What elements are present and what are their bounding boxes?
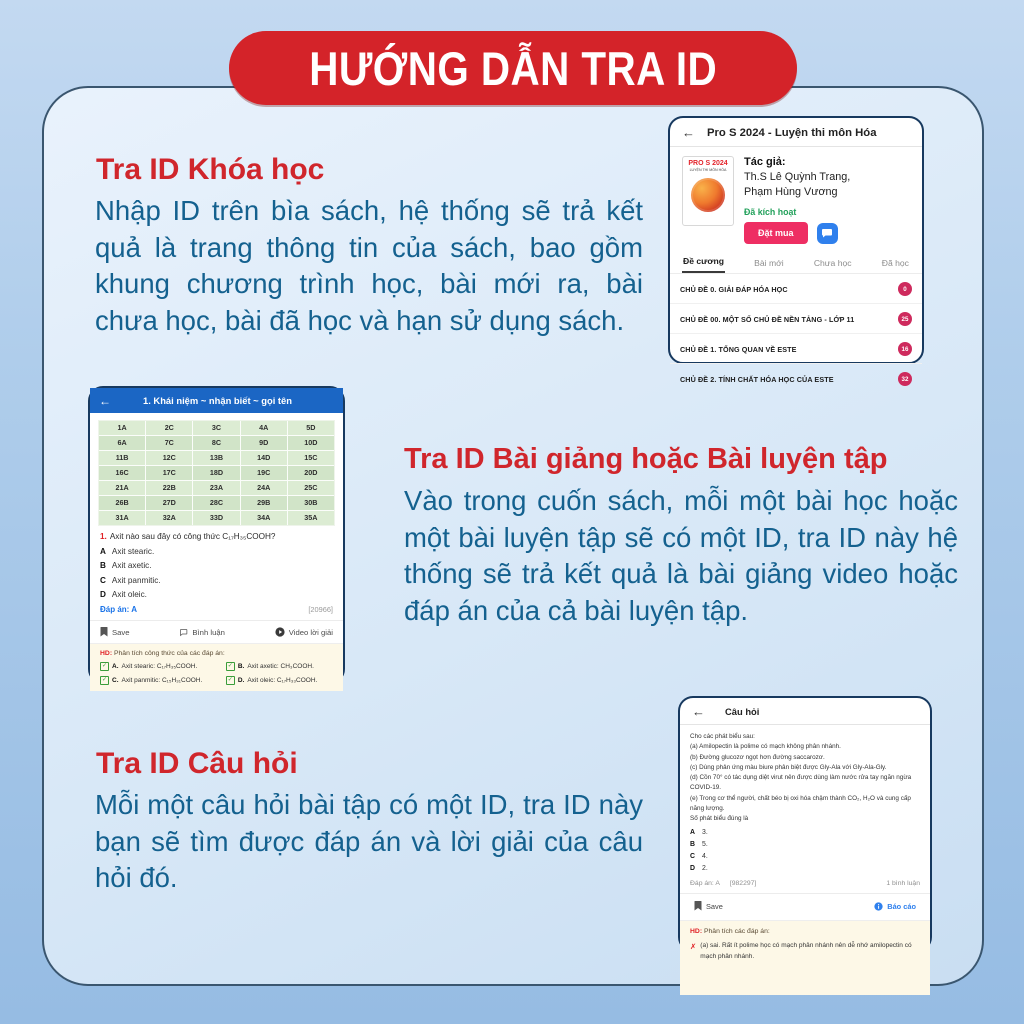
option-b: B Axit axetic. <box>100 561 152 570</box>
section-lesson-heading: Tra ID Bài giảng hoặc Bài luyện tập <box>404 443 888 475</box>
save-button[interactable]: Save <box>100 627 130 637</box>
hint-section <box>90 643 343 691</box>
answer-cell: 17C <box>146 466 192 480</box>
course-tabs <box>670 250 922 274</box>
chapter-row[interactable] <box>670 334 922 364</box>
chapter-label: CHỦ ĐỀ 00. MỘT SỐ CHỦ ĐỀ NỀN TẢNG - LỚP 11 <box>680 314 855 324</box>
answer-cell: 2C <box>146 421 192 435</box>
question-actions <box>680 893 930 918</box>
answer-cell: 19C <box>241 466 287 480</box>
answer-cell: 25C <box>288 481 334 495</box>
answer-key-title: 1. Khái niệm ~ nhận biết ~ gọi tên <box>143 395 292 406</box>
section-course-body: Nhập ID trên bìa sách, hệ thống sẽ trả kết quả là trang thông tin của sách, bao gồm khung chương trình học, bài mới ra, bài chưa học, bài đã học và hạn sử dụng sách. <box>95 195 643 336</box>
hint-item-c: ✓ C. Axit panmitic: C₁₅H₃₁COOH. <box>101 677 203 684</box>
check-icon: ✓ <box>227 663 233 669</box>
comment-button[interactable]: Bình luận <box>179 628 224 637</box>
statement: (d) Cồn 70° có tác dụng diệt virut nên được dùng làm nước rửa tay ngăn ngừa COVID-19. <box>690 774 912 792</box>
chapter-count-badge: 25 <box>898 312 912 326</box>
answer-cell: 20D <box>288 466 334 480</box>
video-solution-button[interactable]: Video lời giải <box>275 627 333 637</box>
back-icon[interactable]: ← <box>692 704 705 719</box>
chapter-label: CHỦ ĐỀ 0. GIẢI ĐÁP HÓA HỌC <box>680 284 788 294</box>
answer-cell: 26B <box>99 496 145 510</box>
answer-cell: 32A <box>146 511 192 525</box>
answer-cell: 33D <box>193 511 239 525</box>
answer-cell: 16C <box>99 466 145 480</box>
statement: (c) Dùng phản ứng màu biure phân biệt được Gly-Ala với Gly-Ala-Gly. <box>690 763 887 771</box>
tab-bai-moi[interactable]: Bài mới <box>754 258 784 269</box>
chapter-count-badge: 16 <box>898 342 912 356</box>
question-statements <box>680 725 930 824</box>
answer-cell: 29B <box>241 496 287 510</box>
answer-cell: 6A <box>99 436 145 450</box>
cross-icon: ✗ <box>690 942 697 952</box>
answer-cell: 14D <box>241 451 287 465</box>
banner-title: HƯỚNG DẪN TRA ID <box>309 41 717 95</box>
tab-chua-hoc[interactable]: Chưa học <box>813 258 852 269</box>
comment-count[interactable]: 1 bình luận <box>886 880 920 888</box>
answer-cell: 11B <box>99 451 145 465</box>
hint-item-b: ✓ B. Axit axetic: CH₃COOH. <box>227 663 314 670</box>
question-screen-header <box>680 698 930 725</box>
option-b: B 5. <box>690 841 708 849</box>
banner <box>229 31 797 105</box>
answer-cell: 34A <box>241 511 287 525</box>
section-question-heading: Tra ID Câu hỏi <box>96 747 298 780</box>
question-id: [20966] <box>308 605 333 614</box>
answer-key-screen <box>88 386 345 684</box>
section-course-heading: Tra ID Khóa học <box>96 153 325 186</box>
answer-key-header <box>90 388 343 413</box>
author-label: Tác giả: <box>744 156 786 168</box>
answer-cell: 9D <box>241 436 287 450</box>
section-lesson-body: Vào trong cuốn sách, mỗi một bài học hoặc một bài luyện tập sẽ có một ID, tra ID này hệ thống sẽ trả kết quả là bài giảng video hoặc đáp án của cả bài luyện tập. <box>404 485 958 626</box>
answer-cell: 28C <box>193 496 239 510</box>
buy-button[interactable]: Đặt mua <box>744 222 808 244</box>
statement-intro: Cho các phát biểu sau: <box>690 733 755 740</box>
section-question-body: Mỗi một câu hỏi bài tập có một ID, tra ID này bạn sẽ tìm được đáp án và lời giải của câu hỏi đó. <box>95 789 643 894</box>
check-icon: ✓ <box>101 663 108 669</box>
hint-item-a: ✗ (a) sai. Rất ít polime học có mạch phân nhánh nên dễ nhớ amilopectin có mạch phân nhánh. <box>690 941 920 962</box>
answer-cell: 12C <box>146 451 192 465</box>
chapter-count-badge: 0 <box>898 282 912 296</box>
option-d: D Axit oleic. <box>100 590 147 599</box>
molecule-art-icon <box>691 178 725 212</box>
answer-cell: 18D <box>193 466 239 480</box>
activation-status: Đã kích hoạt <box>744 207 797 218</box>
hint-text: Phân tích các đáp án: <box>703 928 770 936</box>
answer-cell: 24A <box>241 481 287 495</box>
back-icon[interactable]: ← <box>682 125 695 140</box>
course-screen-title: Pro S 2024 - Luyện thi môn Hóa <box>707 126 877 139</box>
back-icon[interactable]: ← <box>99 393 111 408</box>
answer-cell: 7C <box>146 436 192 450</box>
question-number: 1. <box>100 532 107 541</box>
option-a: A Axit stearic. <box>100 546 155 556</box>
chat-icon[interactable] <box>817 223 838 244</box>
answer-cell: 15C <box>288 451 334 465</box>
hint-label: HD: <box>690 928 703 936</box>
course-screen-header <box>670 118 922 147</box>
option-c: C Axit panmitic. <box>100 575 161 585</box>
question-meta <box>690 880 920 887</box>
chapter-row[interactable] <box>670 364 922 393</box>
answer-cell: 21A <box>99 481 145 495</box>
statement-closing: Số phát biểu đúng là <box>690 815 749 823</box>
question-block <box>90 530 343 614</box>
chapter-row[interactable] <box>670 274 922 304</box>
answer-label: Đáp án: A <box>690 880 720 888</box>
chapter-row[interactable] <box>670 304 922 334</box>
chapter-count-badge: 32 <box>898 372 912 386</box>
question-text: Axit nào sau đây có công thức C₁₇H₃₅COOH? <box>109 532 276 541</box>
question-id: [982297] <box>729 880 757 888</box>
hint-label: HD: <box>100 650 113 657</box>
answer-cell: 31A <box>99 511 145 525</box>
book-subtitle: LUYỆN THI MÔN HÓA <box>689 168 727 172</box>
statement: (a) Amilopectin là polime có mạch không phân nhánh. <box>690 743 841 751</box>
answer-cell: 23A <box>193 481 239 495</box>
book-title: PRO S 2024 <box>688 160 728 167</box>
hint-text: Phân tích công thức của các đáp án: <box>113 650 225 657</box>
answer-table <box>98 420 335 526</box>
check-icon: ✓ <box>101 677 108 683</box>
answer-cell: 3C <box>193 421 239 435</box>
hint-item-a: ✓ A. Axit stearic: C₁₇H₃₅COOH. <box>101 663 198 670</box>
hint-item-d: ✓ D. Axit oleic: C₁₇H₃₃COOH. <box>227 677 318 684</box>
hint-section <box>680 920 930 995</box>
answer-cell: 27D <box>146 496 192 510</box>
course-info <box>670 147 922 250</box>
answer-cell: 5D <box>288 421 334 435</box>
option-d: D 2. <box>690 865 708 873</box>
report-button[interactable]: Báo cáo <box>874 902 916 911</box>
book-cover <box>682 156 734 226</box>
answer-cell: 22B <box>146 481 192 495</box>
question-actions <box>90 620 343 643</box>
question-screen <box>678 696 932 960</box>
author-names: Th.S Lê Quỳnh Trang, Phạm Hùng Vương <box>744 171 851 199</box>
book-meta <box>744 156 910 244</box>
answer-cell: 8C <box>193 436 239 450</box>
answer-cell: 4A <box>241 421 287 435</box>
chapter-list <box>670 274 922 393</box>
option-c: C 4. <box>690 853 708 861</box>
tab-da-hoc[interactable]: Đã học <box>881 258 909 269</box>
check-icon: ✓ <box>227 677 233 683</box>
course-screen <box>668 116 924 384</box>
answer-label: Đáp án: A <box>100 605 138 614</box>
answer-cell: 10D <box>288 436 334 450</box>
chapter-label: CHỦ ĐỀ 1. TỔNG QUAN VỀ ESTE <box>680 344 797 354</box>
statement: (e) Trong cơ thể người, chất béo bị oxi hóa chậm thành CO₂, H₂O và cung cấp năng lượng. <box>690 794 911 812</box>
tab-de-cuong[interactable]: Đề cương <box>682 252 725 273</box>
statement: (b) Đường glucozơ ngọt hơn đường saccarozơ. <box>690 753 825 761</box>
answer-cell: 35A <box>288 511 334 525</box>
answer-cell: 30B <box>288 496 334 510</box>
answer-cell: 1A <box>99 421 145 435</box>
chapter-label: CHỦ ĐỀ 2. TÍNH CHẤT HÓA HỌC CỦA ESTE <box>680 374 834 384</box>
save-button[interactable]: Save <box>694 901 723 911</box>
answer-cell: 13B <box>193 451 239 465</box>
option-a: A 3. <box>690 829 708 837</box>
question-screen-title: Câu hỏi <box>725 706 760 717</box>
